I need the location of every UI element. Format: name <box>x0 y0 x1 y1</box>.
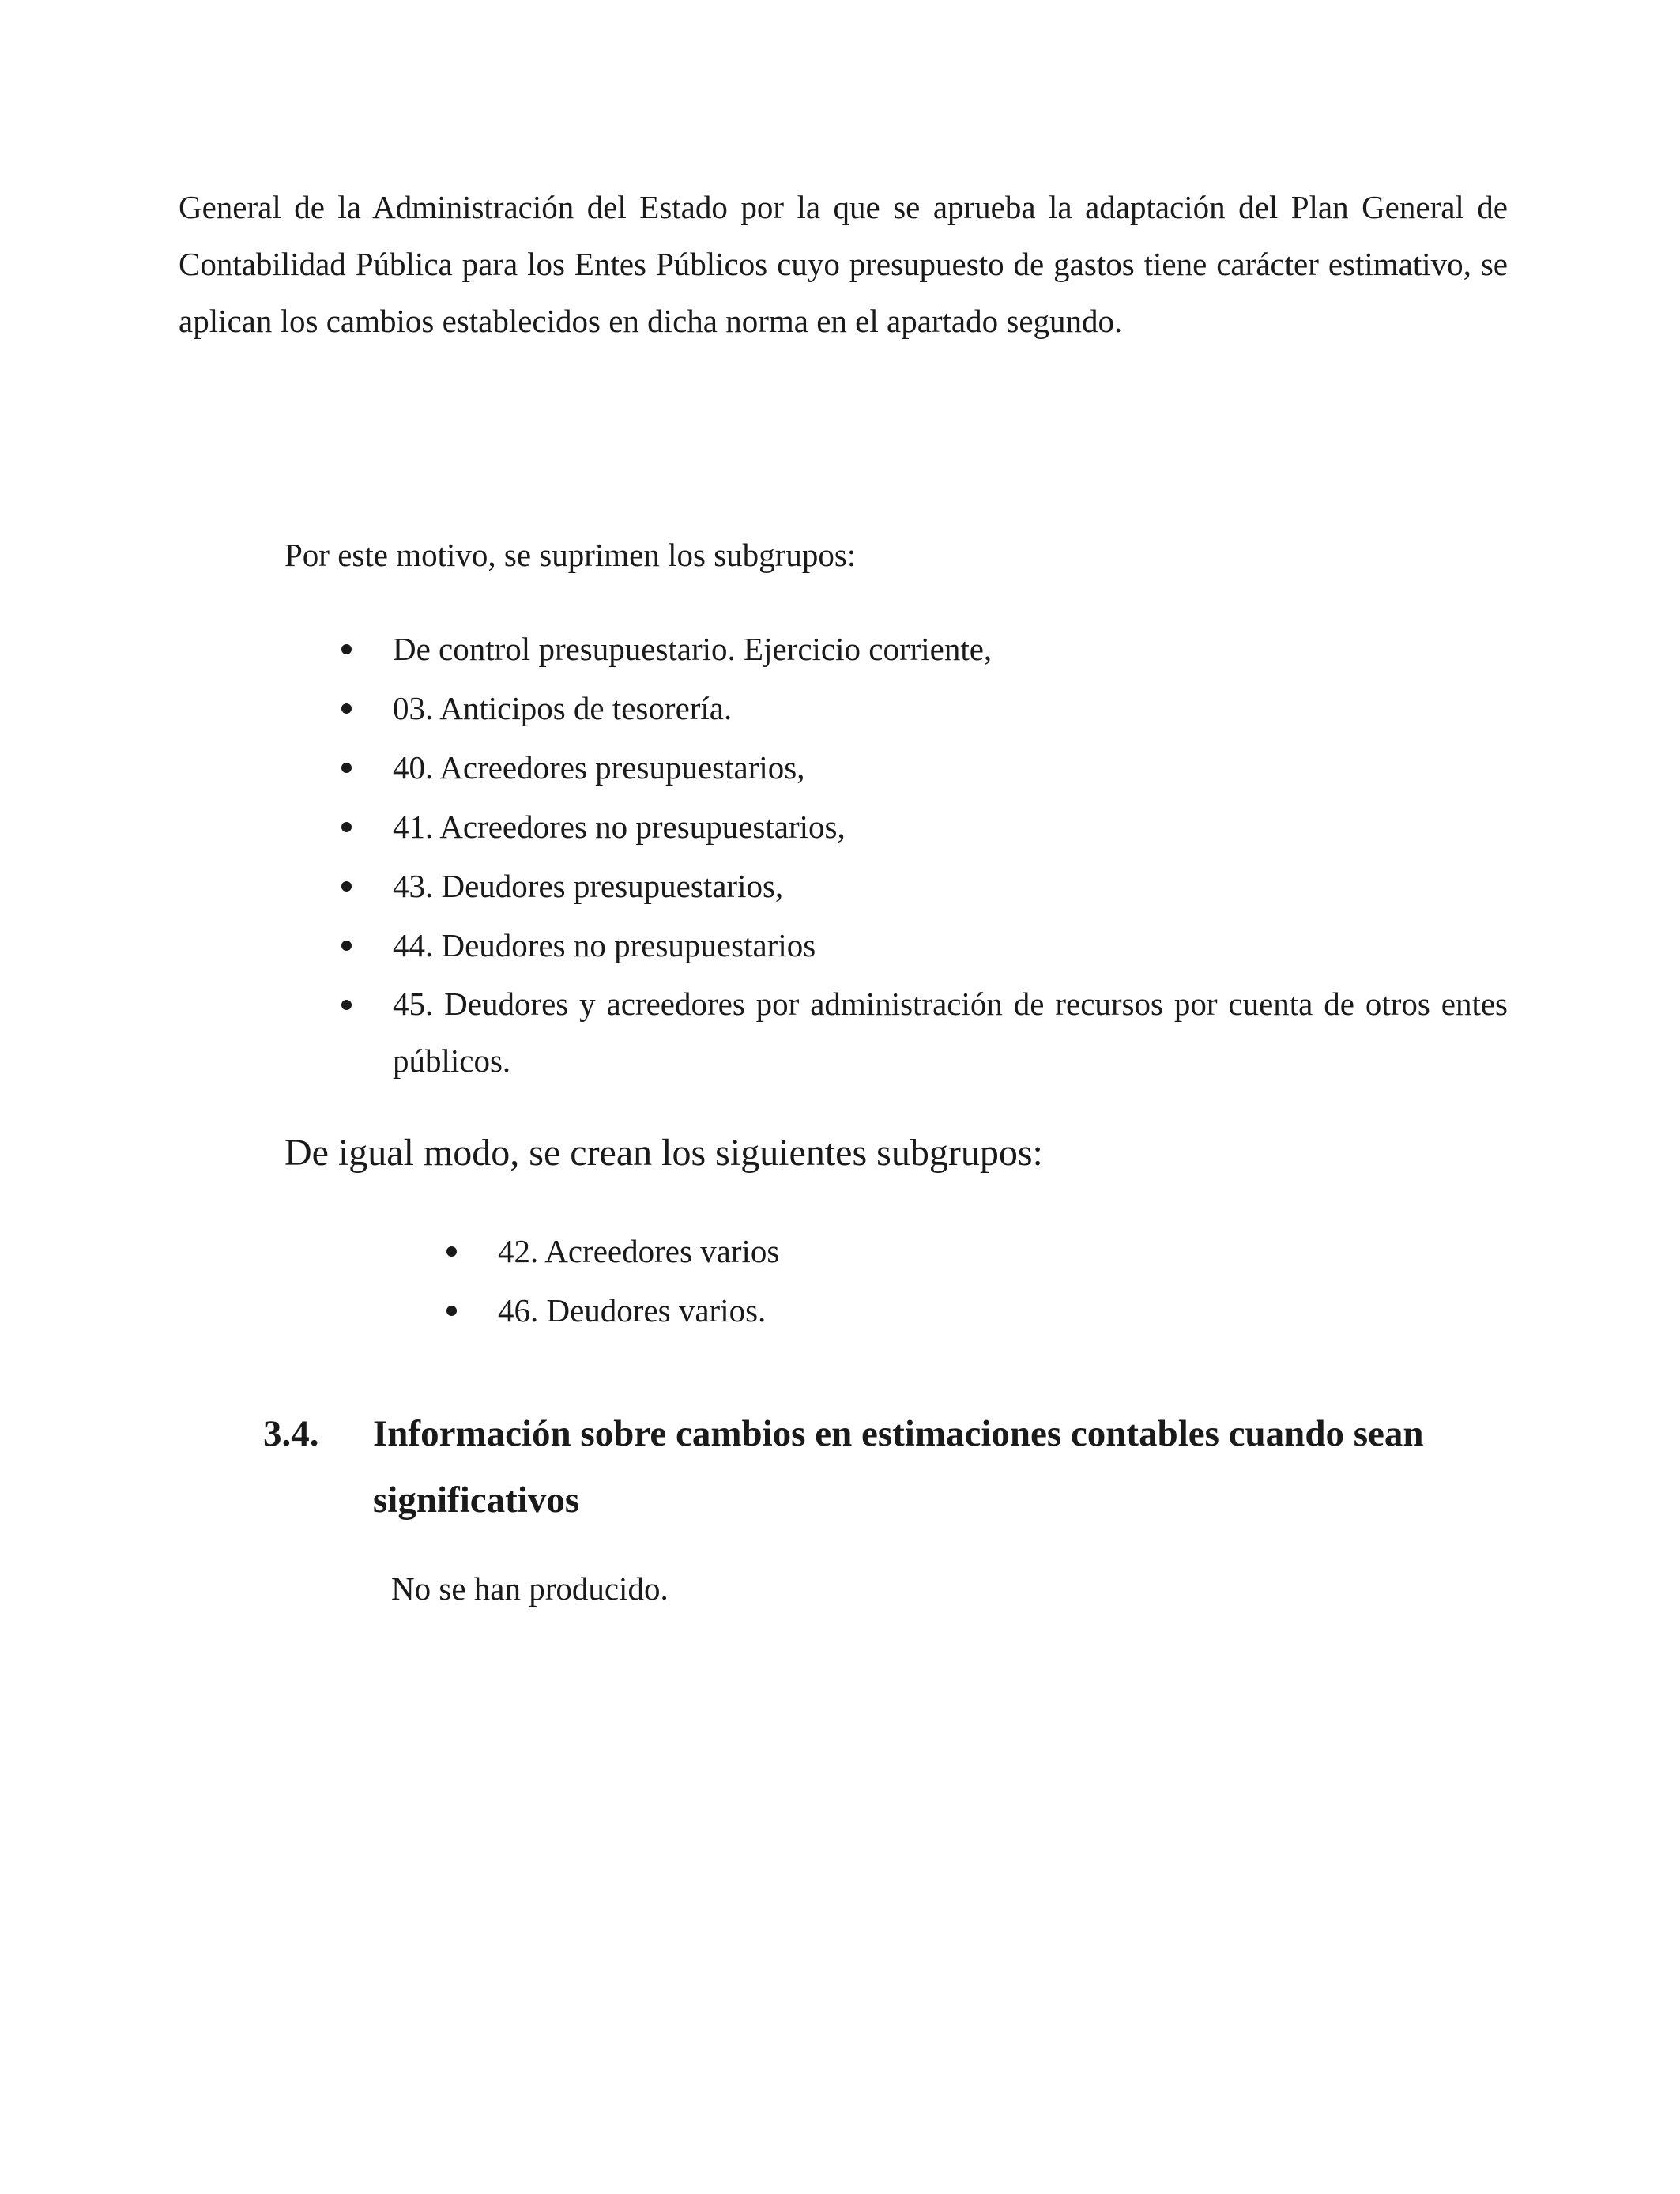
list-item-text: 03. Anticipos de tesorería. <box>393 690 733 726</box>
section-heading: Información sobre cambios en estimaciones contables cuando sean significativos <box>373 1413 1424 1521</box>
bullet-icon <box>341 881 352 892</box>
list-item <box>498 1222 1446 1281</box>
list-item <box>393 916 1508 975</box>
list-item-text: 40. Acreedores presupuestarios, <box>393 749 805 786</box>
bullet-icon <box>341 1000 352 1010</box>
list-item <box>393 975 1508 1089</box>
list-item-text: 46. Deudores varios. <box>498 1292 767 1329</box>
created-subgroups-lead: De igual modo, se crean los siguientes subgrupos: <box>284 1132 1043 1174</box>
bullet-icon <box>341 763 352 773</box>
bullet-icon <box>446 1306 457 1316</box>
created-subgroups-list <box>498 1222 1446 1340</box>
list-item-text: 41. Acreedores no presupuestarios, <box>393 809 846 845</box>
section-number: 3.4. <box>263 1413 319 1454</box>
bullet-icon <box>341 703 352 714</box>
list-item <box>393 738 1508 797</box>
list-item-text: 45. Deudores y acreedores por administración de recursos por cuenta de otros entes públicos. <box>393 986 1508 1079</box>
bullet-icon <box>341 941 352 951</box>
list-item <box>393 620 1508 679</box>
section-body: No se han producido. <box>391 1570 669 1607</box>
list-item-text: 42. Acreedores varios <box>498 1233 780 1269</box>
list-item <box>498 1281 1446 1340</box>
list-item-text: 44. Deudores no presupuestarios <box>393 927 816 963</box>
list-item-text: 43. Deudores presupuestarios, <box>393 868 784 904</box>
bullet-icon <box>446 1246 457 1257</box>
intro-paragraph: General de la Administración del Estado por la que se aprueba la adaptación del Plan General de Contabilidad Pública para los Entes Públicos cuyo presupuesto de gastos tiene carácter estimativo, se aplican los cambios establecidos en dicha norma en el apartado segundo. <box>179 189 1508 339</box>
bullet-icon <box>341 822 352 832</box>
list-item <box>393 857 1508 916</box>
suppressed-subgroups-list <box>393 620 1508 1089</box>
bullet-icon <box>341 644 352 654</box>
list-item-text: De control presupuestario. Ejercicio corriente, <box>393 631 993 667</box>
list-item <box>393 679 1508 738</box>
list-item <box>393 797 1508 857</box>
suppressed-subgroups-lead: Por este motivo, se suprimen los subgrupos: <box>284 537 857 573</box>
